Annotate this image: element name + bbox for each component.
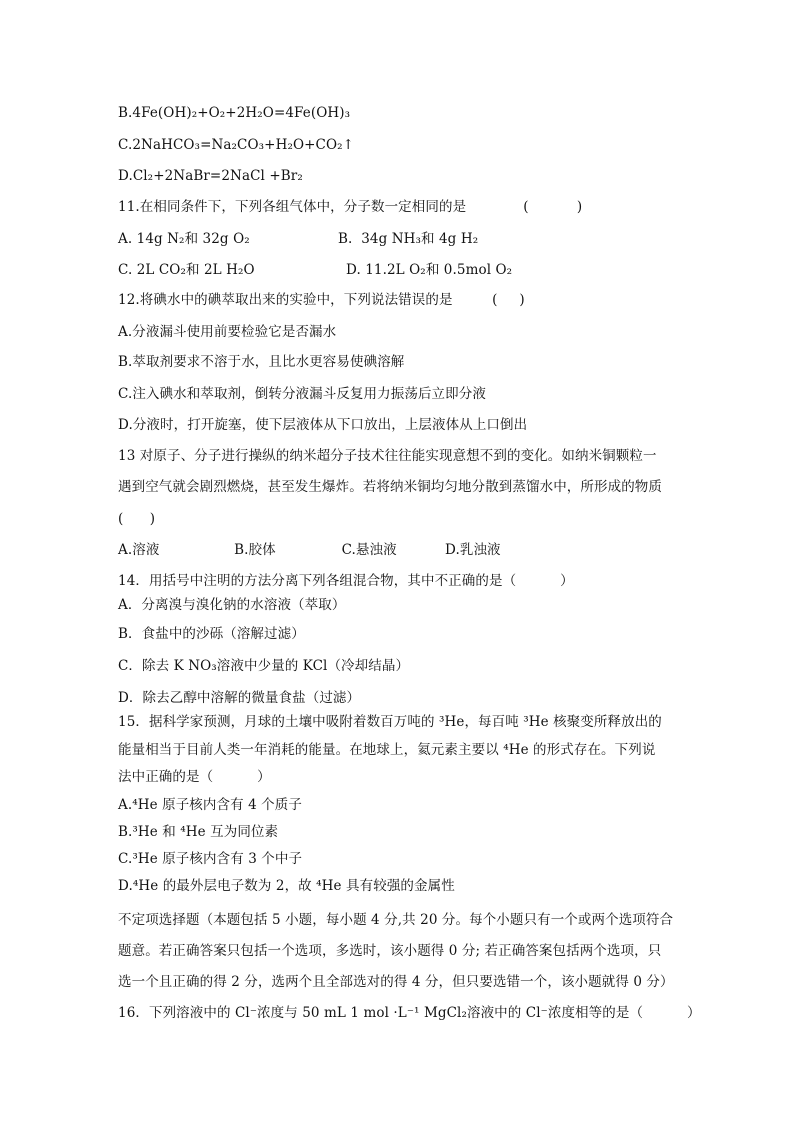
options-13: A.溶液 B.胶体 C.悬浊液 D.乳浊液 bbox=[118, 542, 501, 558]
option-12d: D.分液时，打开旋塞，使下层液体从下口放出，上层液体从上口倒出 bbox=[118, 417, 528, 433]
section-header-line-3: 选一个且正确的得 2 分，选两个且全部选对的得 4 分，但只要选错一个，该小题就得 0 分） bbox=[118, 974, 674, 990]
question-13-blank: ( ) bbox=[118, 511, 156, 527]
question-13-line-1: 13 对原子、分子进行操纵的纳米超分子技术往往能实现意想不到的变化。如纳米铜颗粒一 bbox=[118, 448, 657, 464]
option-11a: A. 14g N₂和 32g O₂ bbox=[118, 231, 250, 247]
question-16: 16．下列溶液中的 Cl⁻浓度与 50 mL 1 mol ·L⁻¹ MgCl₂溶液中的 Cl⁻浓度相等的是（ ） bbox=[118, 1005, 701, 1021]
option-10d: D.Cl₂+2NaBr=2NaCl +Br₂ bbox=[118, 168, 303, 184]
question-12: 12.将碘水中的碘萃取出来的实验中，下列说法错误的是 ( ) bbox=[118, 292, 525, 308]
option-15c: C.³He 原子核内含有 3 个中子 bbox=[118, 851, 303, 867]
option-10c: C.2NaHCO₃=Na₂CO₃+H₂O+CO₂↑ bbox=[118, 137, 355, 153]
option-12c: C.注入碘水和萃取剂，倒转分液漏斗反复用力振荡后立即分液 bbox=[118, 386, 486, 402]
option-14b: B．食盐中的沙砾（溶解过滤） bbox=[118, 626, 305, 642]
option-12a: A.分液漏斗使用前要检验它是否漏水 bbox=[118, 324, 337, 340]
section-header-line-2: 题意。若正确答案只包括一个选项，多选时，该小题得 0 分; 若正确答案包括两个选项，只 bbox=[118, 943, 662, 959]
option-15b: B.³He 和 ⁴He 互为同位素 bbox=[118, 824, 279, 840]
question-11: 11.在相同条件下，下列各组气体中，分子数一定相同的是 ( ) bbox=[118, 199, 583, 215]
section-header-line-1: 不定项选择题（本题包括 5 小题，每小题 4 分,共 20 分。每个小题只有一个或两个选项符合 bbox=[118, 912, 674, 928]
question-13-line-2: 遇到空气就会剧烈燃烧，甚至发生爆炸。若将纳米铜均匀地分散到蒸馏水中，所形成的物质 bbox=[118, 479, 662, 495]
question-15-line-3: 法中正确的是（ ） bbox=[118, 769, 271, 785]
option-15d: D.⁴He 的最外层电子数为 2，故 ⁴He 具有较强的金属性 bbox=[118, 878, 455, 894]
question-14: 14．用括号中注明的方法分离下列各组混合物，其中不正确的是（ ） bbox=[118, 573, 574, 589]
option-11b: B. 34g NH₃和 4g H₂ bbox=[338, 231, 479, 247]
question-15-line-1: 15．据科学家预测，月球的土壤中吸附着数百万吨的 ³He，每百吨 ³He 核聚变所释放出的 bbox=[118, 714, 662, 730]
option-11d: D. 11.2L O₂和 0.5mol O₂ bbox=[346, 262, 513, 278]
option-14c: C．除去 K NO₃溶液中少量的 KCl（冷却结晶） bbox=[118, 658, 410, 674]
option-11c: C. 2L CO₂和 2L H₂O bbox=[118, 262, 255, 278]
option-14a: A．分离溴与溴化钠的水溶液（萃取） bbox=[118, 597, 346, 613]
question-15-line-2: 能量相当于目前人类一年消耗的能量。在地球上，氦元素主要以 ⁴He 的形式存在。下列说 bbox=[118, 742, 656, 758]
option-14d: D．除去乙醇中溶解的微量食盐（过滤） bbox=[118, 690, 361, 706]
option-12b: B.萃取剂要求不溶于水，且比水更容易使碘溶解 bbox=[118, 354, 405, 370]
option-15a: A.⁴He 原子核内含有 4 个质子 bbox=[118, 797, 302, 813]
option-10b: B.4Fe(OH)₂+O₂+2H₂O=4Fe(OH)₃ bbox=[118, 105, 351, 121]
